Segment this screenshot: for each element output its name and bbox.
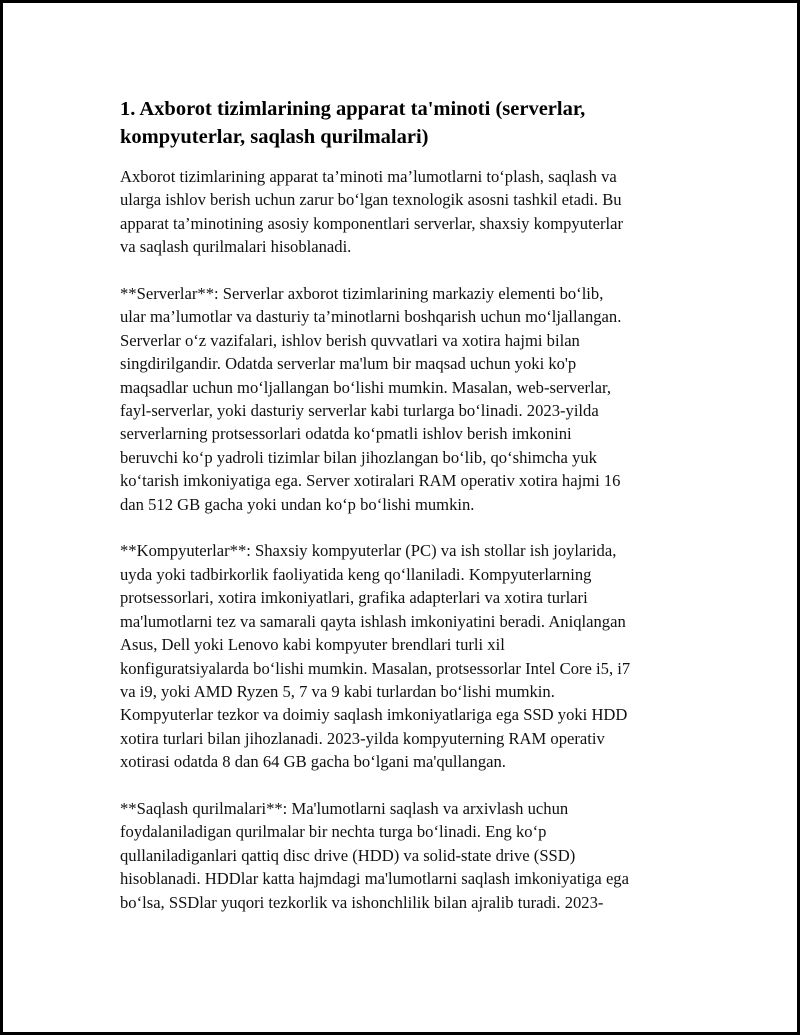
paragraph-kompyuterlar: **Kompyuterlar**: Shaxsiy kompyuterlar (PC) va ish stollar ish joylarida, uyda yoki tadbirkorlik faoliyatida keng qo‘llaniladi. Kompyuterlarning protsessorlari, xotira imkoniyatlari, grafika adapterlari va xotira turlari ma'lumotlarni tez va samarali qayta ishlash imkoniyatini beradi. Aniqlangan Asus, Dell yoki Lenovo kabi kompyuter brendlari turli xil konfiguratsiyalarda bo‘lishi mumkin. Masalan, protsessorlar Intel Core i5, i7 va i9, yoki AMD Ryzen 5, 7 va 9 kabi turlardan bo‘lishi mumkin. Kompyuterlar tezkor va doimiy saqlash imkoniyatlariga ega SSD yoki HDD xotira turlari bilan jihozlanadi. 2023-yilda kompyuterning RAM operativ xotirasi odatda 8 dan 64 GB gacha bo‘lgani ma'qullangan. — [120, 541, 631, 772]
paragraph-saqlash-qurilmalari: **Saqlash qurilmalari**: Ma'lumotlarni saqlash va arxivlash uchun foydalaniladigan qurilmalar bir nechta turga bo‘linadi. Eng ko‘p qullaniladiganlari qattiq disc drive (HDD) va solid-state drive (SSD) hisoblanadi. HDDlar katta hajmdagi ma'lumotlarni saqlash imkoniyatiga ega bo‘lsa, SSDlar yuqori tezkorlik va ishonchlilik bilan ajralib turadi. 2023- — [120, 798, 629, 912]
section-heading: 1. Axborot tizimlarining apparat ta'minoti (serverlar, kompyuterlar, saqlash qurilmalari) — [120, 98, 586, 148]
paragraph-serverlar: **Serverlar**: Serverlar axborot tizimlarining markaziy elementi bo‘lib, ular ma’lumotlar va dasturiy ta’minotlarni boshqarish uchun mo‘ljallangan. Serverlar o‘z vazifalari, ishlov berish quvvatlari va xotira hajmi bilan singdirilgandir. Odatda serverlar ma'lum bir maqsad uchun yoki ko'p maqsadlar uchun mo‘ljallangan bo‘lishi mumkin. Masalan, web-serverlar, fayl-serverlar, yoki dasturiy serverlar kabi turlarga bo‘linadi. 2023-yilda serverlarning protsessorlari odatda ko‘pmatli ishlov berish imkonini beruvchi ko‘p yadroli tizimlar bilan jihozlangan bo‘lib, qo‘shimcha yuk ko‘tarish imkoniyatiga ega. Server xotiralari RAM operativ xotira hajmi 16 dan 512 GB gacha yoki undan ko‘p bo‘lishi mumkin. — [120, 284, 622, 514]
paragraph-intro: Axborot tizimlarining apparat ta’minoti ma’lumotlarni to‘plash, saqlash va ularga ishlov berish uchun zarur bo‘lgan texnologik asosni tashkil etadi. Bu apparat ta’minotining asosiy komponentlari serverlar, shaxsiy kompyuterlar va saqlash qurilmalari hisoblanadi. — [120, 167, 624, 257]
document-body — [120, 95, 705, 937]
